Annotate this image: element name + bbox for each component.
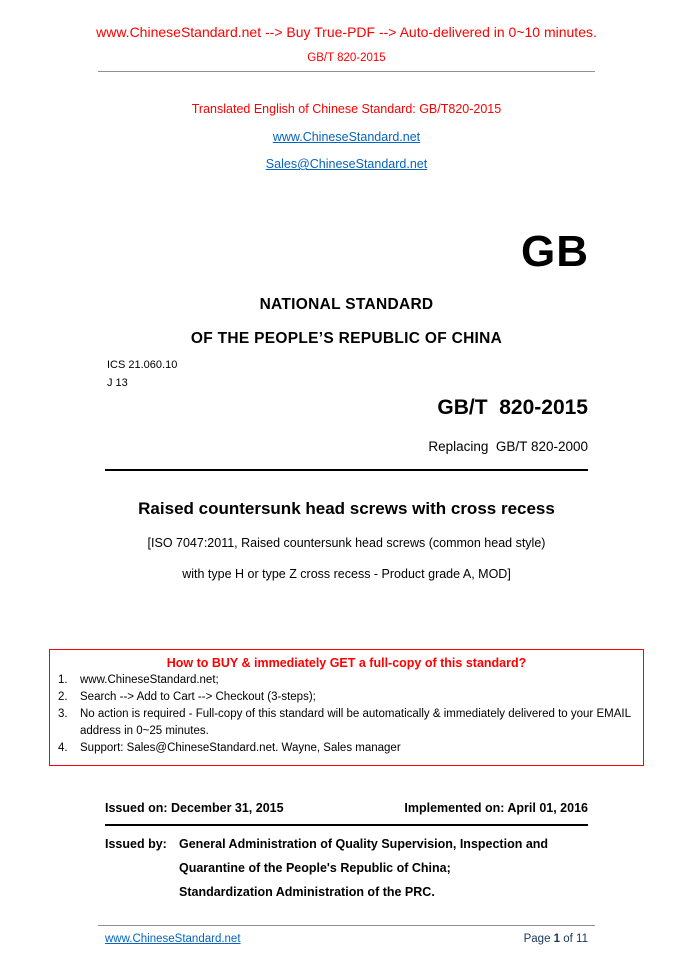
email-link-row [0,157,693,172]
issuer-block [105,832,588,904]
page-number: 1 [553,933,561,945]
title-divider [105,469,588,471]
buy-step-1-number: 1. [58,674,68,686]
ics-code: ICS 21.060.10 [107,359,178,371]
buy-step-3-text: No action is required - Full-copy of this standard will be automatically & immediately delivered to your EMAIL address in 0~25 minutes. [80,708,631,737]
issuer-line-1: General Administration of Quality Supervision, Inspection and [179,837,549,851]
buy-step-2-text: Search --> Add to Cart --> Checkout (3-steps); [80,691,316,703]
page-label: Page [523,933,554,945]
buy-step-2 [58,689,635,706]
buy-step-3 [58,706,635,740]
iso-reference-line1: [ISO 7047:2011, Raised countersunk head screws (common head style) [147,536,546,550]
ics-block [107,356,693,392]
gb-logo: GB [521,227,589,276]
standard-code-small: GB/T 820-2015 [307,52,386,64]
website-link-row [0,130,693,145]
buy-step-4 [58,740,635,757]
email-link[interactable]: Sales@ChineseStandard.net [265,157,428,171]
page-footer [0,925,693,946]
header-divider [98,71,595,72]
standard-code-large: GB/T 820-2015 [437,396,588,419]
translated-title: Translated English of Chinese Standard: GB/T820-2015 [191,102,502,116]
doc-class-code: J 13 [107,377,128,389]
iso-reference-line2: with type H or type Z cross recess - Product grade A, MOD] [182,567,511,581]
dates-divider [105,824,588,826]
buy-step-4-text: Support: Sales@ChineseStandard.net. Wayne, Sales manager [80,742,401,754]
buy-step-4-number: 4. [58,742,68,754]
prc-heading: OF THE PEOPLE’S REPUBLIC OF CHINA [190,330,503,347]
buy-step-3-number: 3. [58,708,68,720]
national-standard-heading: NATIONAL STANDARD [259,296,434,313]
buy-step-2-number: 2. [58,691,68,703]
buy-step-1 [58,672,635,689]
footer-site-link[interactable]: www.ChineseStandard.net [105,933,241,945]
buy-info-box [49,649,644,766]
page-total: of 11 [560,933,588,945]
implemented-date: Implemented on: April 01, 2016 [404,801,588,815]
footer-row [105,932,588,946]
dates-row [105,801,588,816]
issuer-line-3: Standardization Administration of the PRC. [179,885,435,899]
promo-banner: www.ChineseStandard.net --> Buy True-PDF --> Auto-delivered in 0~10 minutes. [96,24,597,40]
document-title: Raised countersunk head screws with cross recess [138,499,555,518]
replacing-note: Replacing GB/T 820-2000 [428,439,588,454]
footer-divider [98,925,595,926]
buy-box-heading: How to BUY & immediately GET a full-copy of this standard? [166,656,527,670]
issued-date: Issued on: December 31, 2015 [105,801,284,815]
issuer-line-2: Quarantine of the People's Republic of China; [179,861,451,875]
website-link[interactable]: www.ChineseStandard.net [272,130,421,144]
issued-by-label: Issued by: [105,837,167,851]
issuer-content [179,832,588,904]
buy-step-1-text: www.ChineseStandard.net; [80,674,219,686]
page-indicator [524,932,588,946]
